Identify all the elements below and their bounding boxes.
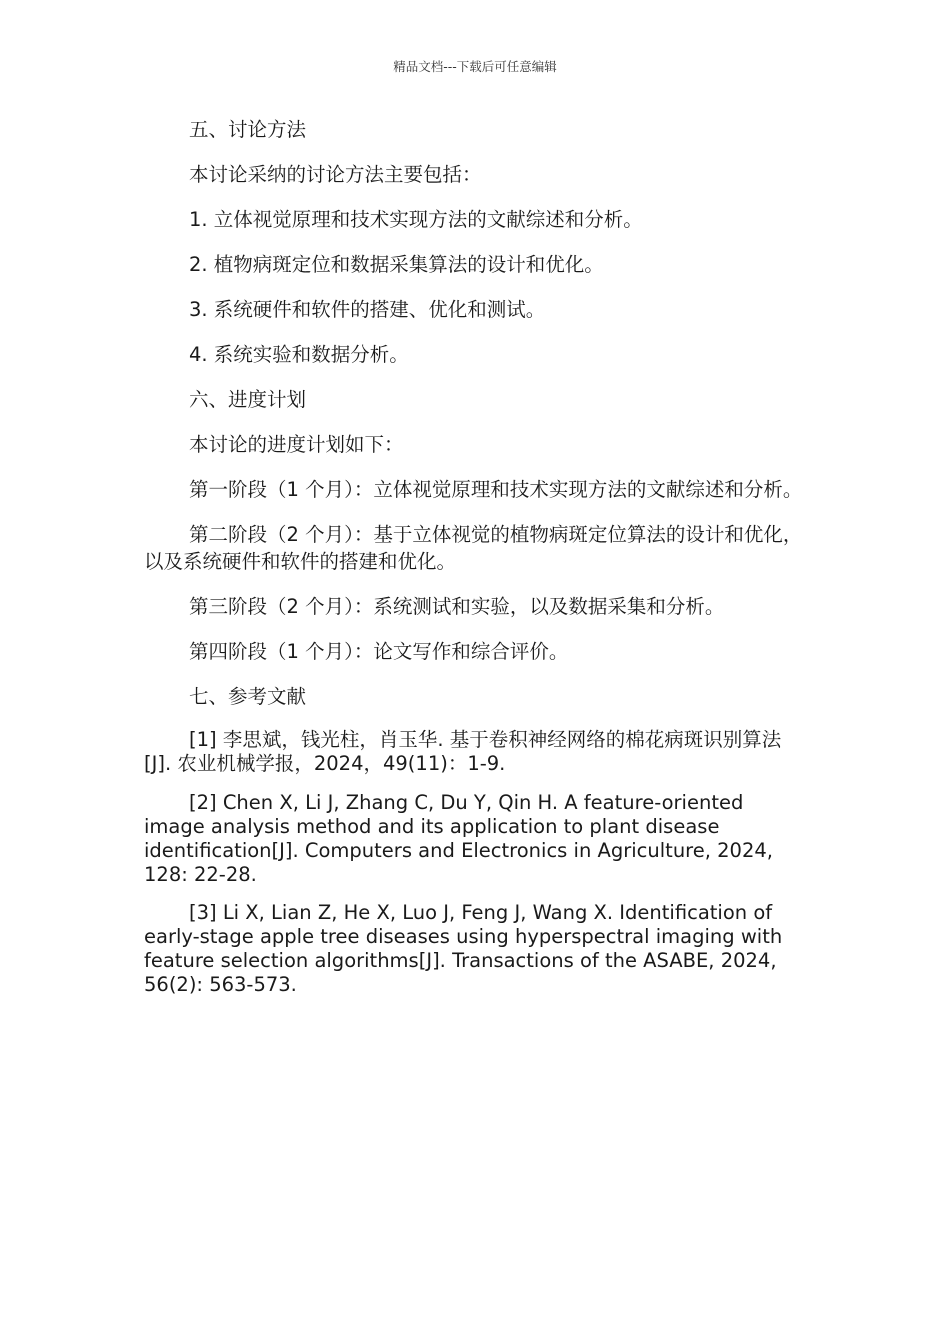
section-heading-methods: 五、讨论方法	[189, 118, 307, 141]
schedule-stage: 第一阶段（1 个月）：立体视觉原理和技术实现方法的文献综述和分析。	[189, 478, 803, 501]
methods-item: 4. 系统实验和数据分析。	[189, 343, 409, 366]
section-heading-schedule: 六、进度计划	[189, 388, 307, 411]
methods-intro: 本讨论采纳的讨论方法主要包括：	[189, 163, 482, 186]
schedule-stage: 第三阶段（2 个月）：系统测试和实验，以及数据采集和分析。	[189, 595, 725, 618]
methods-item: 3. 系统硬件和软件的搭建、优化和测试。	[189, 298, 546, 321]
reference-item: [2] Chen X, Li J, Zhang C, Du Y, Qin H. A feature-oriented image analysis method and its application to plant disease identification[J]. Computers and Electronics in Agriculture, 2024, 128: 22-28.	[144, 791, 773, 886]
schedule-stage: 第四阶段（1 个月）：论文写作和综合评价。	[189, 640, 569, 663]
methods-item: 2. 植物病斑定位和数据采集算法的设计和优化。	[189, 253, 604, 276]
schedule-stage: 第二阶段（2 个月）：基于立体视觉的植物病斑定位算法的设计和优化，以及系统硬件和软件的搭建和优化。	[144, 523, 803, 573]
reference-item: [1] 李思斌，钱光柱，肖玉华. 基于卷积神经网络的棉花病斑识别算法[J]. 农业机械学报，2024，49(11)：1-9.	[144, 728, 782, 775]
methods-item: 1. 立体视觉原理和技术实现方法的文献综述和分析。	[189, 208, 643, 231]
schedule-intro: 本讨论的进度计划如下：	[189, 433, 404, 456]
page-header-watermark: 精品文档---下载后可任意编辑	[393, 59, 557, 74]
section-heading-references: 七、参考文献	[189, 685, 307, 708]
document-body	[144, 116, 808, 1011]
reference-item: [3] Li X, Lian Z, He X, Luo J, Feng J, Wang X. Identification of early-stage apple tree diseases using hyperspectral imaging with feature selection algorithms[J]. Transactions of the ASABE, 2024, 56(2): 563-573.	[144, 901, 783, 996]
